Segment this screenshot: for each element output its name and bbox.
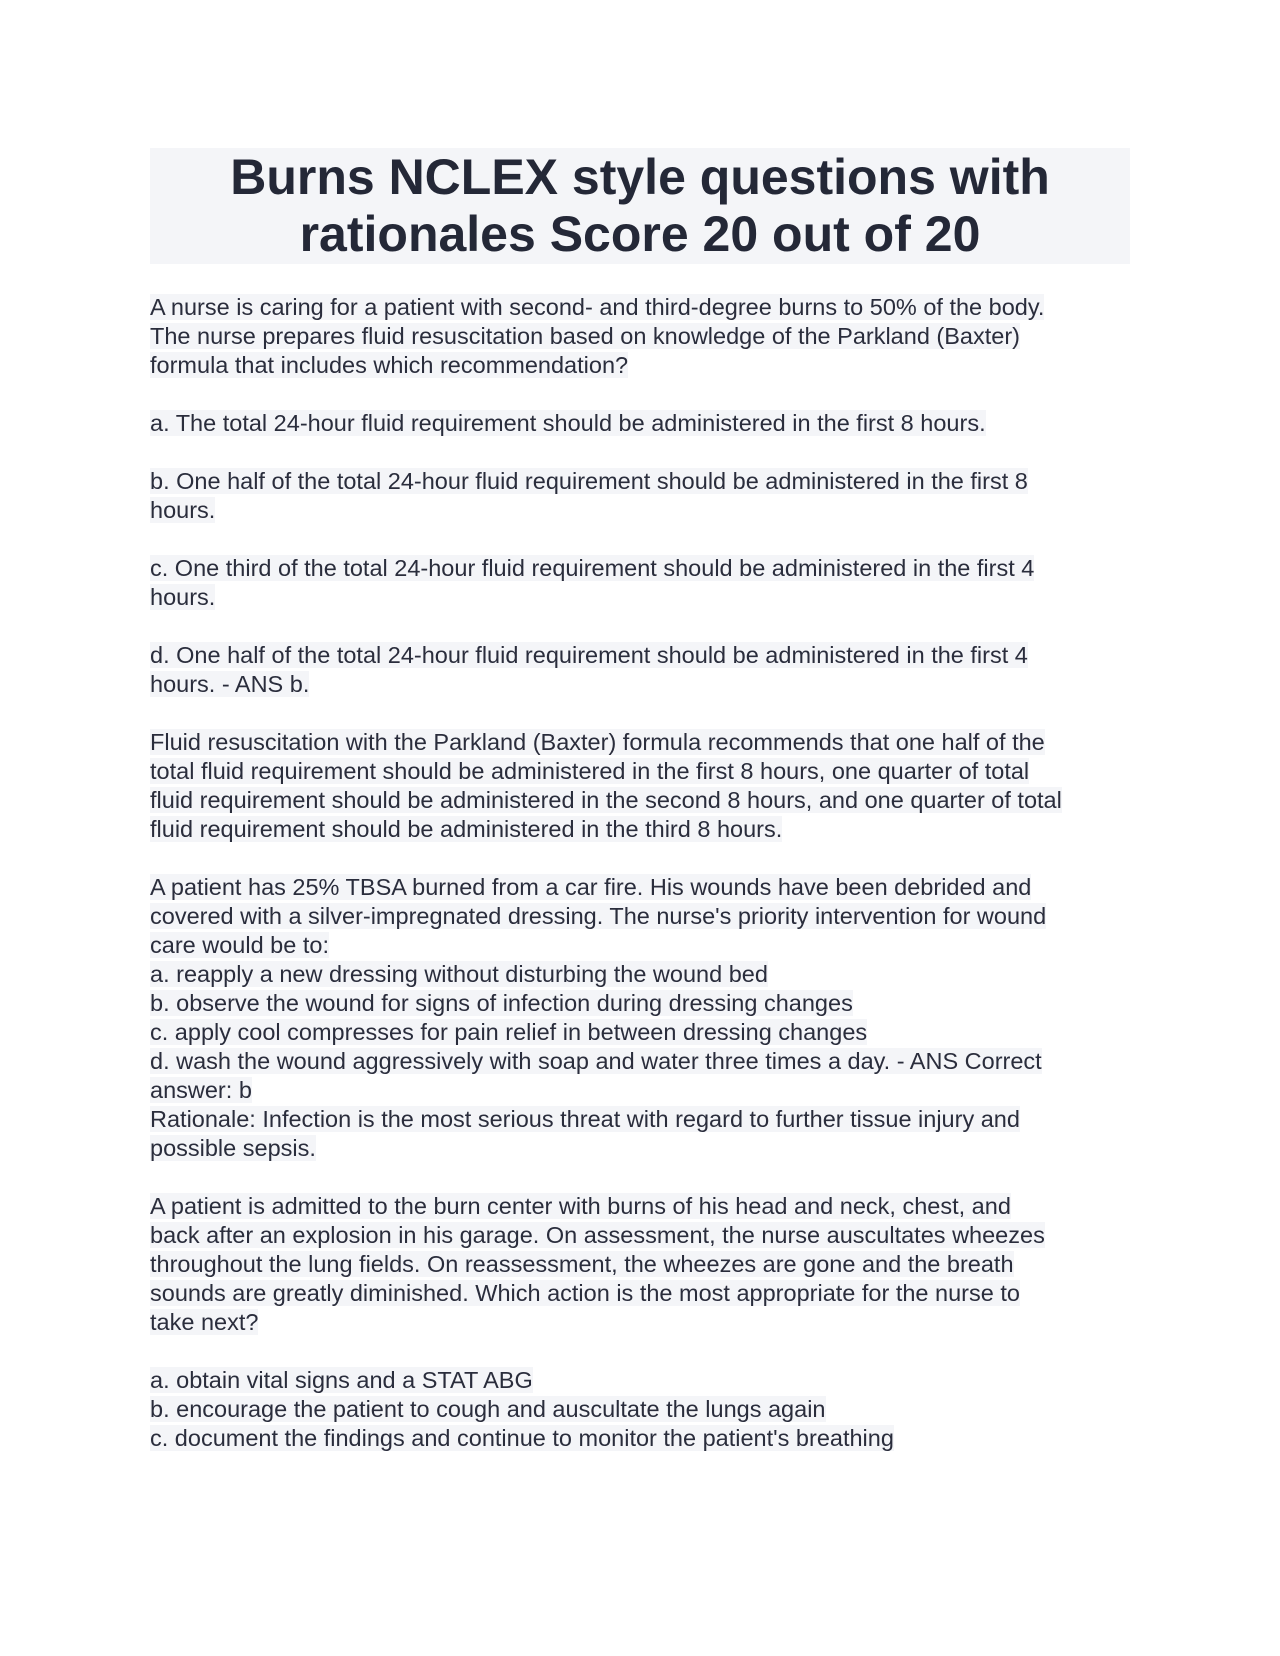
text-line-content: take next? — [150, 1309, 259, 1335]
paragraph — [150, 467, 1130, 525]
title-block — [150, 148, 1130, 264]
text-line-content: fluid requirement should be administered in the second 8 hours, and one quarter of total — [150, 787, 1062, 813]
text-line-content: a. reapply a new dressing without disturbing the wound bed — [150, 961, 768, 987]
text-line — [150, 1424, 1130, 1453]
text-line-content: total fluid requirement should be administered in the first 8 hours, one quarter of total — [150, 758, 1030, 784]
text-line — [150, 409, 1130, 438]
text-line-content: formula that includes which recommendation? — [150, 352, 629, 378]
text-line — [150, 641, 1130, 670]
text-line — [150, 1105, 1130, 1134]
title-line: Burns NCLEX style questions with — [230, 149, 1050, 205]
text-line-content: b. observe the wound for signs of infection during dressing changes — [150, 990, 853, 1016]
paragraph — [150, 1366, 1130, 1453]
text-line — [150, 1250, 1130, 1279]
text-line — [150, 1395, 1130, 1424]
document-title — [230, 149, 1050, 263]
text-line-content: A nurse is caring for a patient with second- and third-degree burns to 50% of the body. — [150, 294, 1045, 320]
text-line-content: d. wash the wound aggressively with soap and water three times a day. - ANS Correct — [150, 1048, 1042, 1074]
text-line-content: throughout the lung fields. On reassessment, the wheezes are gone and the breath — [150, 1251, 1014, 1277]
text-line — [150, 1076, 1130, 1105]
text-line — [150, 960, 1130, 989]
paragraph — [150, 409, 1130, 438]
text-line-content: The nurse prepares fluid resuscitation based on knowledge of the Parkland (Baxter) — [150, 323, 1020, 349]
text-line — [150, 931, 1130, 960]
text-line — [150, 1221, 1130, 1250]
text-line-content: c. document the findings and continue to monitor the patient's breathing — [150, 1425, 894, 1451]
text-line-content: c. One third of the total 24-hour fluid requirement should be administered in the first 4 — [150, 555, 1035, 581]
text-line — [150, 351, 1130, 380]
text-line-content: fluid requirement should be administered in the third 8 hours. — [150, 816, 783, 842]
text-line — [150, 496, 1130, 525]
text-line-content: A patient is admitted to the burn center with burns of his head and neck, chest, and — [150, 1193, 1011, 1219]
document-body — [150, 293, 1130, 1453]
text-line — [150, 1308, 1130, 1337]
text-line — [150, 815, 1130, 844]
text-line-content: sounds are greatly diminished. Which action is the most appropriate for the nurse to — [150, 1280, 1020, 1306]
text-line — [150, 1192, 1130, 1221]
text-line-content: care would be to: — [150, 932, 329, 958]
text-line-content: d. One half of the total 24-hour fluid requirement should be administered in the first 4 — [150, 642, 1028, 668]
text-line — [150, 757, 1130, 786]
paragraph — [150, 1192, 1130, 1337]
text-line — [150, 873, 1130, 902]
text-line — [150, 989, 1130, 1018]
text-line — [150, 1018, 1130, 1047]
text-line-content: answer: b — [150, 1077, 252, 1103]
title-line: rationales Score 20 out of 20 — [299, 206, 981, 262]
document-page — [150, 148, 1130, 1482]
paragraph — [150, 728, 1130, 844]
text-line — [150, 293, 1130, 322]
text-line-content: A patient has 25% TBSA burned from a car fire. His wounds have been debrided and — [150, 874, 1032, 900]
text-line-content: Rationale: Infection is the most serious threat with regard to further tissue injury and — [150, 1106, 1020, 1132]
text-line-content: c. apply cool compresses for pain relief in between dressing changes — [150, 1019, 868, 1045]
text-line-content: Fluid resuscitation with the Parkland (Baxter) formula recommends that one half of the — [150, 729, 1045, 755]
text-line — [150, 1047, 1130, 1076]
text-line-content: a. obtain vital signs and a STAT ABG — [150, 1367, 533, 1393]
text-line-content: hours. — [150, 497, 216, 523]
text-line-content: a. The total 24-hour fluid requirement should be administered in the first 8 hours. — [150, 410, 986, 436]
paragraph — [150, 554, 1130, 612]
text-line — [150, 902, 1130, 931]
text-line-content: hours. — [150, 584, 216, 610]
text-line-content: possible sepsis. — [150, 1135, 316, 1161]
text-line — [150, 583, 1130, 612]
text-line-content: b. One half of the total 24-hour fluid requirement should be administered in the first 8 — [150, 468, 1028, 494]
text-line-content: b. encourage the patient to cough and auscultate the lungs again — [150, 1396, 826, 1422]
text-line-content: covered with a silver-impregnated dressing. The nurse's priority intervention for wound — [150, 903, 1047, 929]
text-line — [150, 1279, 1130, 1308]
text-line — [150, 467, 1130, 496]
text-line — [150, 1134, 1130, 1163]
text-line — [150, 728, 1130, 757]
text-line — [150, 554, 1130, 583]
text-line — [150, 1366, 1130, 1395]
text-line-content: back after an explosion in his garage. On assessment, the nurse auscultates wheezes — [150, 1222, 1045, 1248]
paragraph — [150, 641, 1130, 699]
paragraph — [150, 293, 1130, 380]
text-line — [150, 670, 1130, 699]
paragraph — [150, 873, 1130, 1163]
text-line — [150, 322, 1130, 351]
text-line-content: hours. - ANS b. — [150, 671, 310, 697]
text-line — [150, 786, 1130, 815]
